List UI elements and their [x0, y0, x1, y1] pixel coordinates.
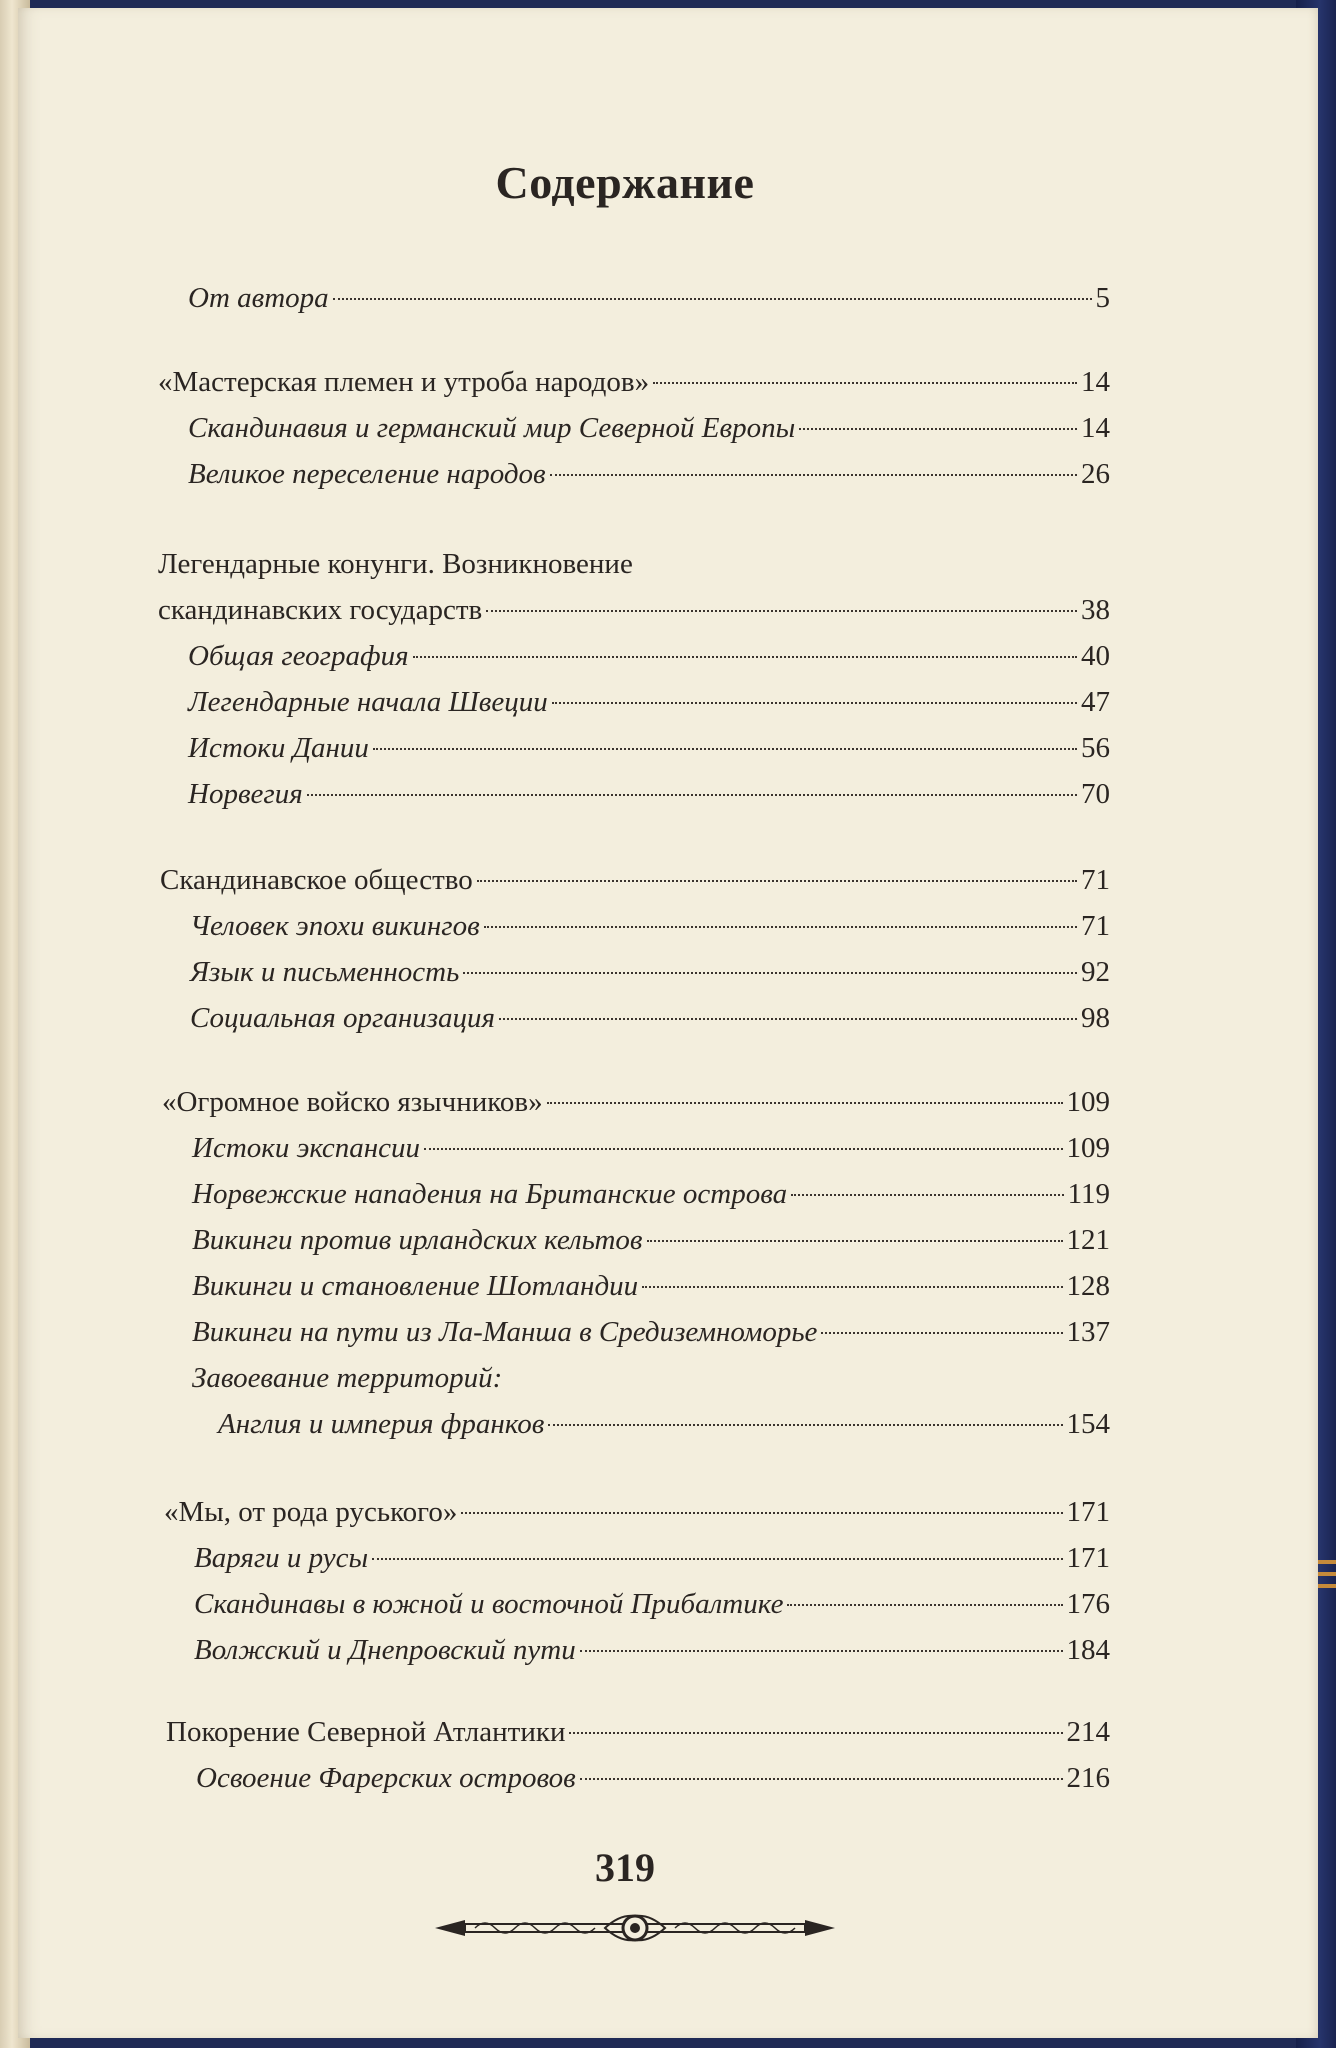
toc-entry-title: «Огромное войско язычников» — [162, 1086, 543, 1118]
toc-entry[interactable] — [194, 1630, 1110, 1670]
toc-leader — [548, 1424, 1062, 1426]
toc-entry-title: Великое переселение народов — [188, 458, 546, 490]
toc-entry[interactable] — [192, 1128, 1110, 1168]
toc-entry-title: «Мастерская племен и утроба народов» — [158, 366, 650, 398]
toc-entry[interactable] — [188, 278, 1110, 318]
toc-entry[interactable] — [188, 636, 1110, 676]
toc-entry-page: 56 — [1081, 732, 1110, 764]
toc-entry[interactable] — [190, 952, 1110, 992]
toc-entry[interactable] — [188, 454, 1110, 494]
toc-leader — [477, 880, 1077, 882]
toc-entry-page: 171 — [1066, 1542, 1110, 1574]
toc-leader — [486, 610, 1077, 612]
toc-entry-page: 109 — [1066, 1132, 1110, 1164]
toc-entry[interactable] — [194, 1538, 1110, 1578]
toc-leader — [821, 1332, 1062, 1334]
page-title: Содержание — [495, 157, 755, 208]
toc-entry[interactable] — [192, 1174, 1110, 1214]
toc-leader — [372, 1558, 1062, 1560]
toc-entry[interactable] — [164, 1492, 1110, 1532]
toc-entry[interactable] — [196, 1758, 1110, 1798]
toc-entry-page: 70 — [1081, 778, 1110, 810]
toc-entry-title: Легендарные конунги. Возникновение — [158, 548, 633, 580]
toc-leader — [653, 382, 1077, 384]
toc-leader — [791, 1194, 1063, 1196]
toc-entry-page: 26 — [1081, 458, 1110, 490]
toc-entry-page: 14 — [1081, 412, 1110, 444]
toc-entry-title: Скандинавия и германский мир Северной Европы — [188, 412, 796, 444]
toc-entry[interactable] — [192, 1312, 1110, 1352]
toc-leader — [333, 298, 1092, 300]
toc-entry[interactable] — [192, 1266, 1110, 1306]
toc-leader — [580, 1778, 1063, 1780]
toc-entry[interactable] — [166, 1712, 1110, 1752]
toc-entry[interactable] — [158, 362, 1110, 402]
toc-entry[interactable] — [160, 860, 1110, 900]
toc-entry-title: Покорение Северной Атлантики — [166, 1716, 566, 1748]
toc-entry-page: 71 — [1081, 910, 1110, 942]
toc-leader — [787, 1604, 1062, 1606]
toc-entry[interactable] — [188, 774, 1110, 814]
toc-entry-title: Скандинавы в южной и восточной Прибалтике — [194, 1588, 784, 1620]
toc-entry-page: 5 — [1095, 282, 1110, 314]
toc-leader — [461, 1512, 1062, 1514]
toc-entry-title: Освоение Фарерских островов — [196, 1762, 576, 1794]
toc-entry-page: 171 — [1066, 1496, 1110, 1528]
toc-entry-title: Викинги против ирландских кельтов — [192, 1224, 643, 1256]
toc-leader — [484, 926, 1077, 928]
toc-entry-page: 119 — [1067, 1178, 1110, 1210]
toc-leader — [552, 702, 1077, 704]
toc-entry-page: 214 — [1066, 1716, 1110, 1748]
toc-leader — [463, 972, 1077, 974]
toc-leader — [550, 474, 1077, 476]
toc-entry-page: 98 — [1081, 1002, 1110, 1034]
toc-entry-page: 14 — [1081, 366, 1110, 398]
toc-entry-title: Социальная организация — [190, 1002, 495, 1034]
toc-leader — [307, 794, 1077, 796]
toc-entry-title: Норвегия — [188, 778, 303, 810]
toc-entry-page: 92 — [1081, 956, 1110, 988]
toc-leader — [642, 1286, 1062, 1288]
toc-entry-title: Легендарные начала Швеции — [188, 686, 548, 718]
toc-entry[interactable] — [162, 1082, 1110, 1122]
toc-entry-title: Истоки Дании — [188, 732, 369, 764]
toc-entry-title: «Мы, от рода руського» — [164, 1496, 458, 1528]
toc-entry-title: Викинги на пути из Ла-Манша в Средиземноморье — [192, 1316, 818, 1348]
toc-entry[interactable] — [190, 906, 1110, 946]
toc-entry-title: Англия и империя франков — [218, 1408, 545, 1440]
toc-entry-title: Истоки экспансии — [192, 1132, 420, 1164]
toc-entry[interactable] — [218, 1404, 1110, 1444]
toc-entry-title: Язык и письменность — [190, 956, 460, 988]
toc-entry-title: Норвежские нападения на Британские острова — [192, 1178, 788, 1210]
toc-entry-page: 109 — [1066, 1086, 1110, 1118]
toc-leader — [413, 656, 1077, 658]
toc-leader — [569, 1732, 1062, 1734]
toc-entry-page: 154 — [1066, 1408, 1110, 1440]
toc-leader — [499, 1018, 1077, 1020]
toc-entry-page: 176 — [1066, 1588, 1110, 1620]
toc-leader — [547, 1102, 1063, 1104]
toc-entry-title: Скандинавское общество — [160, 864, 473, 896]
toc-leader — [424, 1148, 1063, 1150]
toc-entry-page: 216 — [1066, 1762, 1110, 1794]
toc-leader — [799, 428, 1077, 430]
toc-entry-page: 40 — [1081, 640, 1110, 672]
toc-entry[interactable] — [194, 1584, 1110, 1624]
toc-entry-title: Викинги и становление Шотландии — [192, 1270, 639, 1302]
toc-entry-title: Завоевание территорий: — [192, 1362, 503, 1394]
toc-entry-title: Волжский и Днепровский пути — [194, 1634, 576, 1666]
toc-entry[interactable] — [188, 408, 1110, 448]
toc-entry-title: Человек эпохи викингов — [190, 910, 480, 942]
toc-entry-title: Варяги и русы — [194, 1542, 369, 1574]
toc-entry-page: 121 — [1066, 1224, 1110, 1256]
toc-entry[interactable] — [190, 998, 1110, 1038]
toc-entry[interactable] — [158, 544, 1110, 584]
toc-entry[interactable] — [188, 682, 1110, 722]
toc-entry[interactable] — [192, 1220, 1110, 1260]
toc-entry-page: 128 — [1066, 1270, 1110, 1302]
toc-entry-page: 184 — [1066, 1634, 1110, 1666]
toc-entry-page: 47 — [1081, 686, 1110, 718]
toc-entry[interactable] — [188, 728, 1110, 768]
toc-leader — [580, 1650, 1063, 1652]
toc-entry-title: скандинавских государств — [158, 594, 483, 626]
toc-entry-page: 137 — [1066, 1316, 1110, 1348]
toc-entry[interactable] — [192, 1358, 1110, 1398]
book-page — [18, 8, 1318, 2038]
decorative-ornament — [425, 1908, 845, 1948]
toc-entry-title: От автора — [188, 282, 329, 314]
toc-entry-title: Общая география — [188, 640, 409, 672]
toc-entry-page: 71 — [1081, 864, 1110, 896]
toc-entry[interactable] — [158, 590, 1110, 630]
toc-entry-page: 38 — [1081, 594, 1110, 626]
page-number: 319 — [595, 1845, 655, 1890]
toc-leader — [647, 1240, 1063, 1242]
toc-leader — [373, 748, 1077, 750]
